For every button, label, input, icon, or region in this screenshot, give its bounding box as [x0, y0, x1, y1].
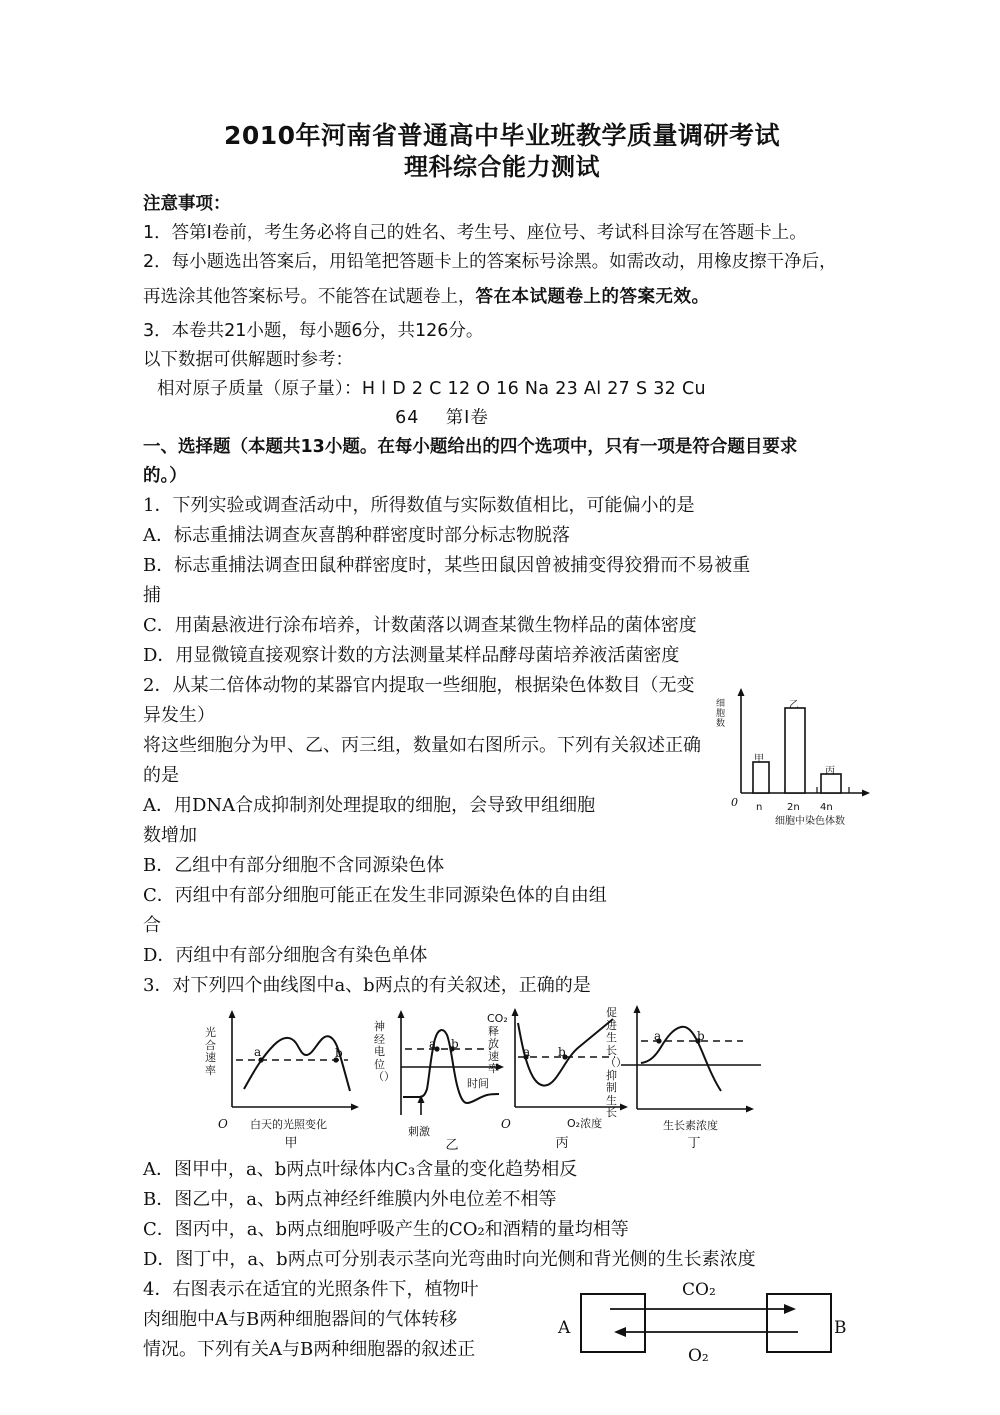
notice-block: [143, 190, 861, 346]
question-1: [143, 491, 861, 671]
fig-bing-x-axis-label: O₂浓度: [567, 1117, 603, 1130]
fig-jia-origin-label: O: [218, 1117, 228, 1131]
section-heading: [143, 433, 861, 491]
bar-chart-xtick-4n: 4n: [820, 802, 833, 813]
gas-diagram-label-b: B: [834, 1318, 847, 1338]
q4-gas-transfer-diagram: [558, 1279, 858, 1374]
question-3-stem: [143, 971, 861, 1001]
page-content: [143, 120, 861, 1365]
question-2-option-c-cont: 合: [143, 915, 161, 936]
question-2-text: [143, 671, 703, 971]
notice-item-2-plain: 再选涂其他答案标号。不能答在试题卷上，: [143, 287, 476, 307]
notice-heading: 注意事项：: [143, 194, 231, 214]
reference-data-block: [143, 346, 861, 433]
question-1-option-b: B．标志重捕法调查田鼠种群密度时，某些田鼠因曾被捕变得狡猾而不易被重: [143, 555, 751, 576]
question-1-option-b-cont: 捕: [143, 585, 161, 606]
fig-jia-point-a: a: [254, 1045, 262, 1059]
fig-ding-x-axis-label: 生长素浓度: [663, 1119, 718, 1132]
question-4-stem-line-3: 情况。下列有关A与B两种细胞器的叙述正: [143, 1339, 476, 1360]
question-2-stem-line-2: 将这些细胞分为甲、乙、丙三组，数量如右图所示。下列有关叙述正确的是: [143, 735, 701, 786]
bar-chart-xtick-2n: 2n: [787, 802, 800, 813]
question-3-number: 3．: [143, 975, 173, 996]
fig-bing-caption: 丙: [555, 1136, 569, 1151]
reference-data-intro: 以下数据可供解题时参考：: [143, 350, 353, 370]
question-2-option-a-cont: 数增加: [143, 825, 197, 846]
fig-jia-y-axis-label: 光合速率: [205, 1026, 216, 1077]
question-2-option-c: C．丙组中有部分细胞可能正在发生非同源染色体的自由组: [143, 885, 607, 906]
notice-item-1: 1．答第I卷前，考生务必将自己的姓名、考生号、座位号、考试科目涂写在答题卡上。: [143, 223, 807, 243]
gas-diagram-label-a: A: [558, 1318, 571, 1338]
q3-figure-row: [143, 1005, 861, 1155]
question-2-number: 2．: [143, 675, 173, 696]
fig-yi-caption: 乙: [445, 1138, 459, 1153]
bar-label-bing: 丙: [825, 766, 835, 777]
question-3-stem-text: 对下列四个曲线图中a、b两点的有关叙述，正确的是: [172, 975, 591, 996]
notice-item-2-line-2: [143, 277, 861, 317]
fig-jia-caption: 甲: [284, 1136, 298, 1151]
q3-fig-ding: [601, 1005, 791, 1155]
question-1-option-c: C．用菌悬液进行涂布培养，计数菌落以调查某微生物样品的菌体密度: [143, 615, 697, 636]
gas-diagram-co2-label: CO₂: [682, 1280, 716, 1300]
fig-yi-x-axis-label: 时间: [467, 1077, 489, 1090]
question-3-option-d: D．图丁中，a、b两点可分别表示茎向光弯曲时向光侧和背光侧的生长素浓度: [143, 1249, 756, 1270]
fig-ding-y-axis-label: 促进生长（）抑制生长: [605, 1006, 627, 1119]
question-3-option-a: A．图甲中，a、b两点叶绿体内C₃含量的变化趋势相反: [143, 1159, 578, 1180]
fig-bing-origin-label: O: [501, 1117, 511, 1131]
fig-ding-point-b: b: [697, 1029, 705, 1043]
notice-item-2-line-1: 2．每小题选出答案后，用铅笔把答题卡上的答案标号涂黑。如需改动，用橡皮擦干净后，: [143, 252, 837, 272]
question-4-stem-line-2: 肉细胞中A与B两种细胞器间的气体转移: [143, 1309, 458, 1330]
atomic-mass-continued: 64: [395, 408, 420, 428]
bar-label-yi: 乙: [789, 700, 799, 711]
bar-chart-xtick-n: n: [756, 802, 763, 813]
question-4-text: [143, 1275, 563, 1365]
question-4-stem-text-1: 右图表示在适宜的光照条件下，植物叶: [172, 1279, 479, 1300]
question-3: [143, 971, 861, 1275]
question-1-option-a: A．标志重捕法调查灰喜鹊种群密度时部分标志物脱落: [143, 525, 570, 546]
question-1-option-d: D．用显微镜直接观察计数的方法测量某样品酵母菌培养液活菌密度: [143, 645, 680, 666]
question-1-stem: [143, 491, 861, 521]
bar-chart-x-axis-label: 细胞中染色体数: [775, 816, 845, 827]
question-4: [143, 1275, 861, 1365]
question-2: [143, 671, 861, 971]
document-title-block: [143, 120, 861, 182]
bar-chart-origin-label: 0: [731, 796, 738, 809]
question-3-option-b: B．图乙中，a、b两点神经纤维膜内外电位差不相等: [143, 1189, 557, 1210]
fig-yi-y-axis-label: 神经电位（）: [373, 1020, 395, 1083]
notice-item-3: 3．本卷共21小题，每小题6分，共126分。: [143, 321, 484, 341]
fig-ding-caption: 丁: [687, 1136, 701, 1151]
fig-yi-stimulus-label: 刺激: [408, 1125, 430, 1138]
juan-one-header: [143, 404, 861, 433]
bar-chart-y-axis-label: 细胞数: [715, 699, 725, 729]
fig-ding-point-a: a: [654, 1029, 662, 1043]
fig-bing-point-b: b: [558, 1045, 566, 1059]
fig-bing-y-axis-label: CO₂释放速率: [487, 1012, 508, 1075]
question-2-option-a: A．用DNA合成抑制剂处理提取的细胞，会导致甲组细胞: [143, 795, 596, 816]
question-4-stem-line-1: [143, 1275, 563, 1305]
q3-fig-jia: [198, 1005, 383, 1155]
page-subtitle: 理科综合能力测试: [404, 153, 600, 181]
section-heading-line-1: 一、选择题（本题共13小题。在每小题给出的四个选项中，只有一项是符合题目要求: [143, 437, 798, 457]
question-2-option-b: B．乙组中有部分细胞不含同源染色体: [143, 855, 445, 876]
bar-label-jia: 甲: [754, 754, 764, 765]
question-2-stem-line-1: [143, 671, 703, 731]
page-title: 2010年河南省普通高中毕业班教学质量调研考试: [223, 121, 781, 150]
question-2-stem-text-1: 从某二倍体动物的某器官内提取一些细胞，根据染色体数目（无变异发生）: [143, 675, 695, 726]
question-1-stem-text: 下列实验或调查活动中，所得数值与实际数值相比，可能偏小的是: [172, 495, 695, 516]
notice-item-2-emphasis: 答在本试题卷上的答案无效。: [475, 287, 710, 307]
question-1-number: 1．: [143, 495, 173, 516]
fig-jia-point-b: b: [335, 1046, 343, 1060]
atomic-mass-list: 相对原子质量（原子量）：H l D 2 C 12 O 16 Na 23 Al 27 S 32 Cu: [157, 379, 706, 399]
fig-bing-point-a: a: [523, 1045, 531, 1059]
fig-yi-point-b: b: [451, 1037, 459, 1051]
juan-label: 第I卷: [445, 408, 489, 428]
section-heading-line-2: 的。）: [143, 466, 187, 486]
question-3-option-c: C．图丙中，a、b两点细胞呼吸产生的CO₂和酒精的量均相等: [143, 1219, 629, 1240]
fig-jia-x-axis-label: 白天的光照变化: [250, 1118, 327, 1131]
gas-diagram-o2-label: O₂: [688, 1346, 709, 1366]
question-4-number: 4．: [143, 1279, 173, 1300]
question-2-option-d: D．丙组中有部分细胞含有染色单体: [143, 945, 428, 966]
q2-cell-count-bar-chart: [713, 681, 878, 827]
fig-yi-point-a: a: [429, 1037, 437, 1051]
